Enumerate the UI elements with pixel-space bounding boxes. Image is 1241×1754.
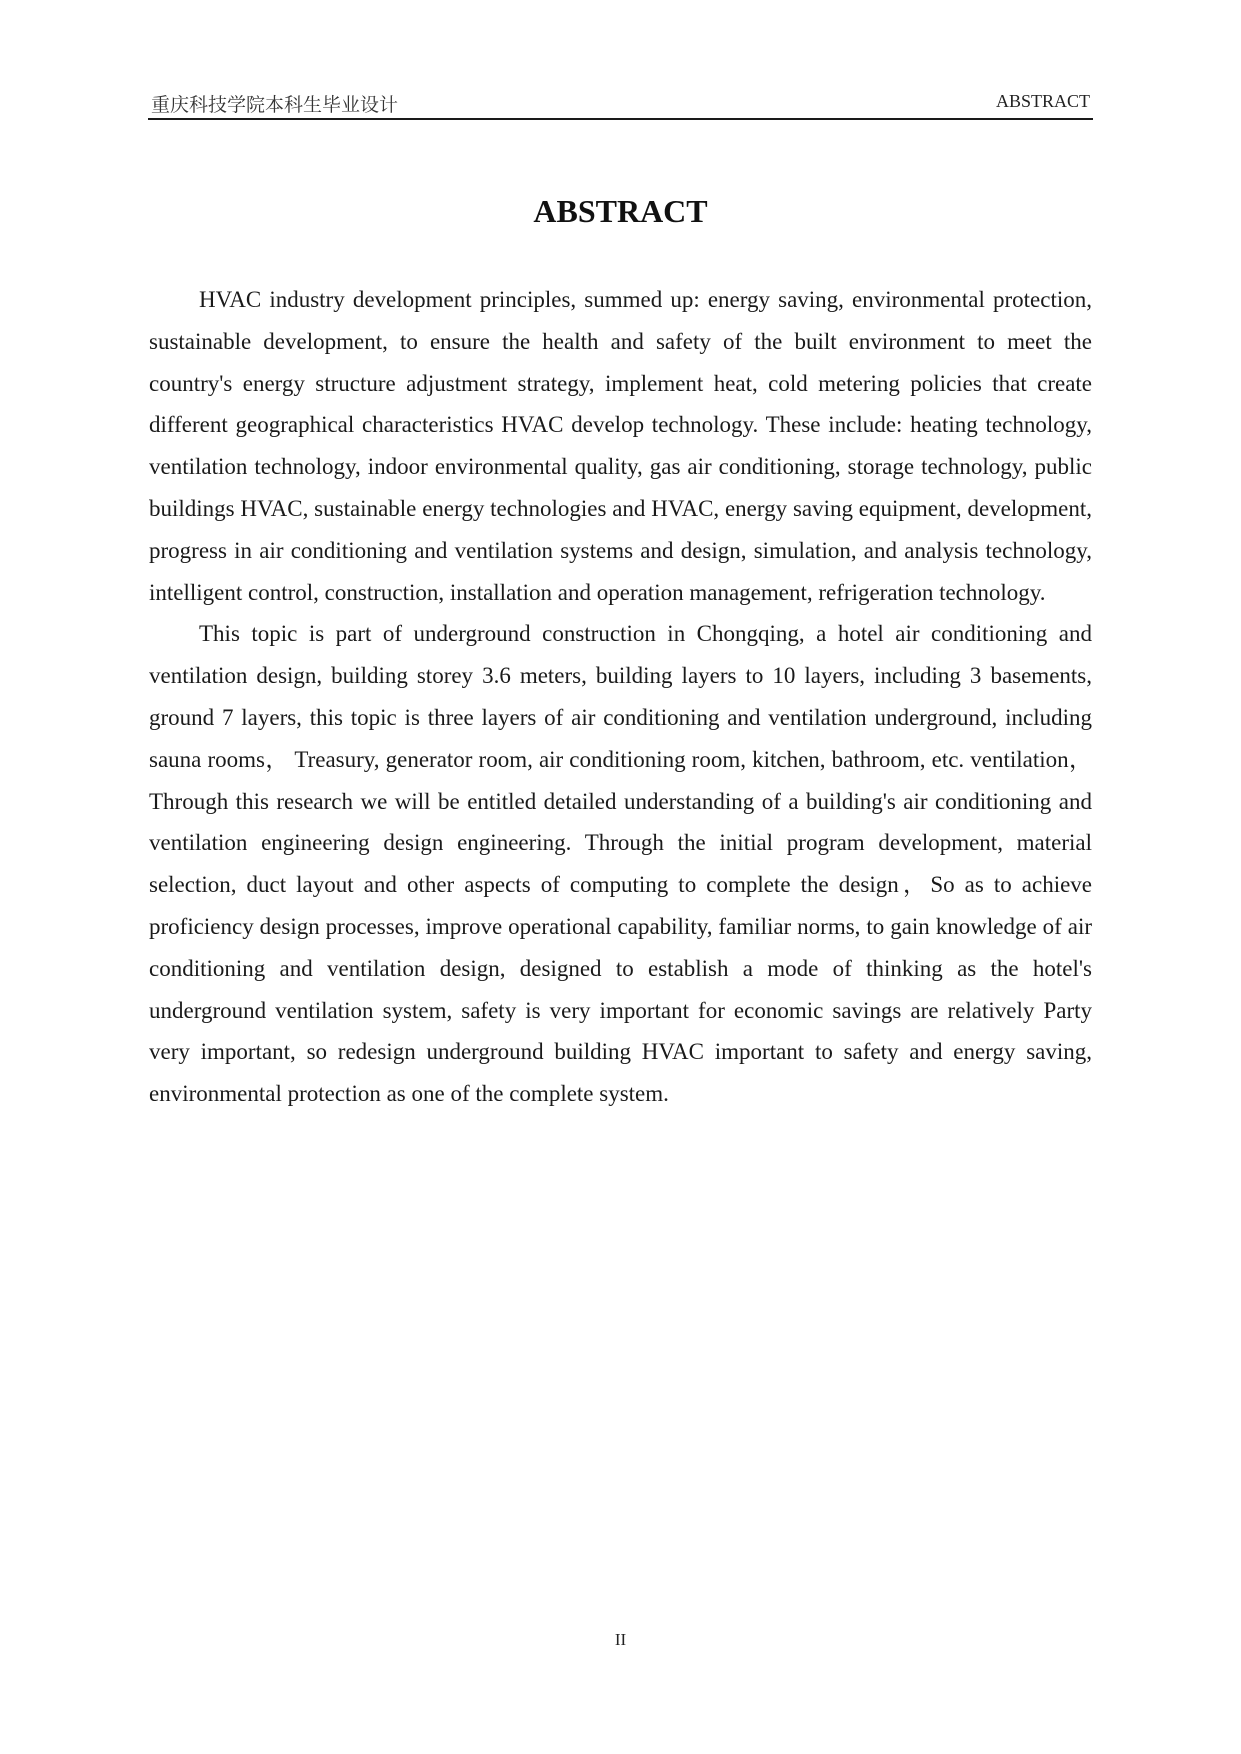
page-header bbox=[148, 86, 1093, 120]
abstract-paragraph-1: HVAC industry development principles, summed up: energy saving, environmental protection, sustainable development, to ensure the health and safety of the built environment to meet the country's energy structure adjustment strategy, implement heat, cold metering policies that create different geographical characteristics HVAC develop technology. These include: heating technology, ventilation technology, indoor environmental quality, gas air conditioning, storage technology, public buildings HVAC, sustainable energy technologies and HVAC, energy saving equipment, development, progress in air conditioning and ventilation systems and design, simulation, and analysis technology, intelligent control, construction, installation and operation management, refrigeration technology. bbox=[149, 287, 1092, 605]
abstract-paragraph-2: This topic is part of underground construction in Chongqing, a hotel air conditioning and ventilation design, building storey 3.6 meters, building layers to 10 layers, including 3 basements, ground 7 layers, this topic is three layers of air conditioning and ventilation underground, including sauna rooms， Treasury, generator room, air conditioning room, kitchen, bathroom, etc. ventilation， Through this research we will be entitled detailed understanding of a building's air conditioning and ventilation engineering design engineering. Through the initial program development, material selection, duct layout and other aspects of computing to complete the design，So as to achieve proficiency design processes, improve operational capability, familiar norms, to gain knowledge of air conditioning and ventilation design, designed to establish a mode of thinking as the hotel's underground ventilation system, safety is very important for economic savings are relatively Party very important, so redesign underground building HVAC important to safety and energy saving, environmental protection as one of the complete system. bbox=[149, 621, 1092, 1107]
header-institution: 重庆科技学院本科生毕业设计 bbox=[151, 94, 399, 116]
abstract-title: ABSTRACT bbox=[533, 193, 708, 229]
header-section: ABSTRACT bbox=[995, 91, 1090, 111]
abstract-body bbox=[149, 279, 1092, 1115]
page-number: II bbox=[614, 1630, 627, 1649]
